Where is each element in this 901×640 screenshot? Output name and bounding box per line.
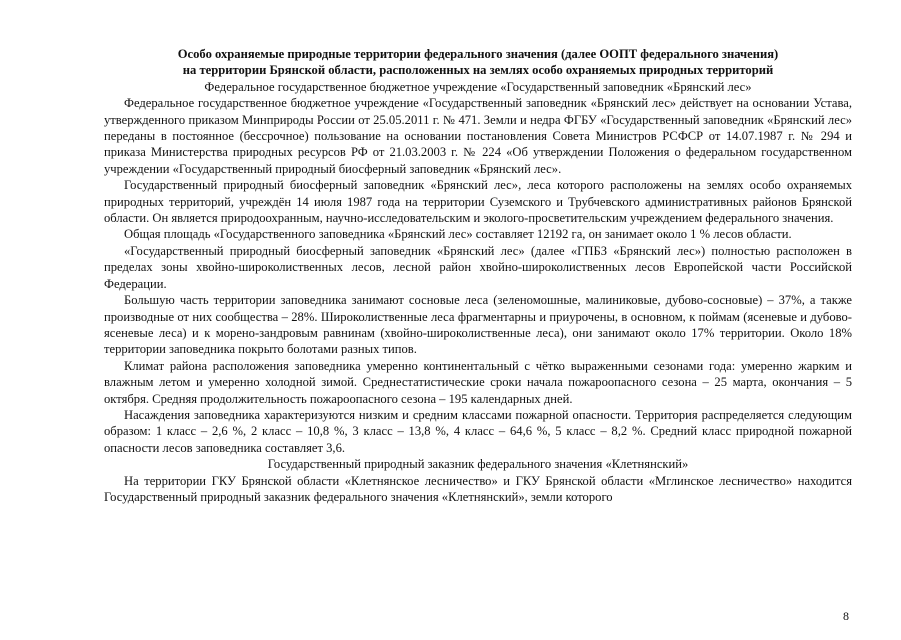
paragraph: Государственный природный биосферный заповедник «Брянский лес», леса которого расположены на землях особо охраняемых природных территорий, учреждён 14 июля 1987 года на территории Суземского и Трубчевского административных районов Брянской области. Он является природоохранным, научно-исследовательским и эколого-просветительским учреждением федерального значения. <box>104 178 852 226</box>
paragraph: Насаждения заповедника характеризуются низким и средним классами пожарной опасности. Территория распределяется следующим образом: 1 класс – 2,6 %, 2 класс – 10,8 %, 3 класс – 13,8 %, 4 класс – 64,6 %, 5 класс – 8,2 %. Средний класс природной пожарной опасности лесов заповедника составляет 3,6. <box>104 407 852 455</box>
title-line-2: на территории Брянской области, расположенных на землях особо охраняемых природных территорий <box>182 63 774 78</box>
paragraph: Климат района расположения заповедника умеренно континентальный с чётко выраженными сезонами года: умеренно жарким и влажным летом и умеренно холодной зимой. Среднестатистические сроки начала пожароопасного сезона – 25 марта, окончания – 5 октября. Средняя продолжительность пожароопасного сезона – 195 календарных дней. <box>104 358 852 406</box>
section-heading-kletnyansky: Государственный природный заказник федерального значения «Клетнянский» <box>267 457 689 472</box>
page-content <box>104 46 852 505</box>
section-heading-bryansk-les: Федеральное государственное бюджетное учреждение «Государственный заповедник «Брянский лес» <box>204 79 752 94</box>
paragraph: На территории ГКУ Брянской области «Клетнянское лесничество» и ГКУ Брянской области «Мглинское лесничество» находится Государственный природный заказник федерального значения «Клетнянский», земли которого <box>104 473 852 504</box>
paragraph: Большую часть территории заповедника занимают сосновые леса (зеленомошные, малиниковые, дубово-сосновые) – 37%, а также производные от них сообщества – 28%. Широколиственные леса фрагментарны и приурочены, в основном, к поймам (ясеневые и дубово-ясеневые леса) и к морено-зандровым равнинам (хвойно-широколиственные леса), они занимают около 17% территории. Около 18% территории заповедника покрыто болотами разных типов. <box>104 293 852 357</box>
title-line-1: Особо охраняемые природные территории федерального значения (далее ООПТ федерального значения) <box>177 47 779 61</box>
paragraph: Общая площадь «Государственного заповедника «Брянский лес» составляет 12192 га, он занимает около 1 % лесов области. <box>124 227 792 242</box>
paragraph: «Государственный природный биосферный заповедник «Брянский лес» (далее «ГПБЗ «Брянский лес») полностью расположен в пределах зоны хвойно-широколиственных лесов, лесной район хвойно-широколиственных лесов Европейской части Российской Федерации. <box>104 243 852 291</box>
paragraph: Федеральное государственное бюджетное учреждение «Государственный заповедник «Брянский лес» действует на основании Устава, утвержденного приказом Минприроды России от 25.05.2011 г. № 471. Земли и недра ФГБУ «Государственный заповедник «Брянский лес» переданы в постоянное (бессрочное) пользование на основании постановления Совета Министров РСФСР от 14.07.1987 г. № 294 и приказа Министерства природных ресурсов РФ от 21.03.2003 г. № 224 «Об утверждении Положения о федеральном государственном учреждении «Государственный природный биосферный заповедник «Брянский лес». <box>104 96 852 176</box>
page-number: 8 <box>843 609 849 623</box>
